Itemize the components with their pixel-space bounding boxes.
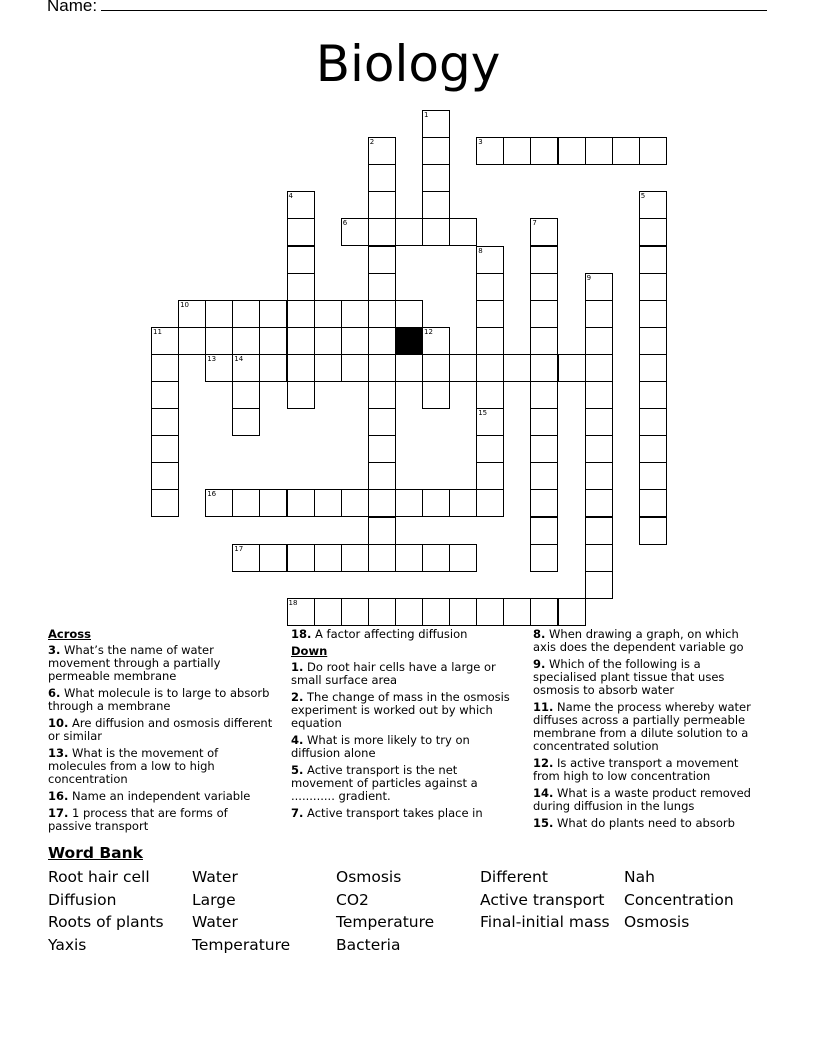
crossword-cell[interactable] [530, 544, 558, 572]
crossword-cell[interactable] [287, 354, 315, 382]
clue-down-9: 9. Which of the following is a specialised plant tissue that uses osmosis to absorb water [533, 657, 725, 697]
crossword-cell[interactable] [368, 381, 396, 409]
clue-number-4: 4 [288, 192, 293, 201]
clue-across-16: 16. Name an independent variable [48, 789, 251, 803]
clue-across-18: 18. A factor affecting diffusion [291, 627, 468, 641]
clue-number-2: 2 [369, 138, 375, 147]
crossword-cell[interactable] [368, 544, 396, 572]
word-bank-item: Roots of plants [48, 913, 164, 932]
clue-number-1: 1 [424, 111, 429, 119]
clue-number-16: 16 [207, 490, 217, 499]
crossword-cell[interactable] [368, 598, 396, 626]
crossword-cell[interactable] [530, 489, 558, 517]
clue-number-7: 7 [532, 219, 537, 228]
clue-across-13: 13. What is the movement of molecules from a low to high concentration [48, 746, 219, 786]
crossword-cell[interactable] [368, 354, 396, 382]
crossword-cell[interactable] [585, 571, 613, 599]
clues-column-3 [533, 628, 765, 834]
word-bank-item: Osmosis [624, 913, 690, 932]
crossword-cell[interactable] [368, 246, 396, 274]
word-bank-item: Large [192, 890, 236, 909]
clue-number-6: 6 [342, 219, 348, 228]
crossword-cell[interactable] [585, 489, 613, 517]
name-label: Name: [47, 0, 98, 15]
word-bank-item: Nah [624, 868, 655, 886]
crossword-cell[interactable] [639, 218, 667, 246]
crossword-cell[interactable] [314, 598, 342, 626]
crossword-cell[interactable] [585, 435, 613, 463]
crossword-cell[interactable] [530, 300, 558, 328]
word-bank-item: Water [192, 913, 238, 932]
crossword-cell[interactable] [287, 218, 315, 246]
crossword-cell[interactable] [287, 300, 315, 328]
clue-number-15: 15 [478, 409, 488, 418]
crossword-cell[interactable] [639, 517, 667, 545]
clue-number-9: 9 [586, 273, 592, 282]
crossword-cell[interactable] [585, 381, 613, 409]
word-bank-item: Water [192, 868, 238, 886]
crossword-cell[interactable] [449, 544, 477, 572]
crossword-cell[interactable] [314, 327, 342, 355]
word-bank-item: Diffusion [48, 890, 117, 909]
crossword-cell[interactable] [314, 354, 342, 382]
clue-down-4: 4. What is more likely to try on diffusion alone [291, 733, 470, 760]
crossword-cell[interactable] [178, 327, 206, 355]
clues-column-1 [48, 628, 273, 837]
crossword-cell[interactable] [639, 381, 667, 409]
down-heading: Down [291, 644, 328, 658]
word-bank-item: Concentration [624, 890, 734, 909]
crossword-cell[interactable] [530, 435, 558, 463]
crossword-cell[interactable] [259, 300, 287, 328]
crossword-cell[interactable] [639, 408, 667, 436]
crossword-cell[interactable] [476, 300, 504, 328]
crossword-cell[interactable] [530, 381, 558, 409]
crossword-cell[interactable] [530, 246, 558, 274]
crossword-cell[interactable] [395, 218, 423, 246]
crossword-cell[interactable] [639, 273, 667, 301]
word-bank-item: Active transport [480, 890, 605, 909]
crossword-cell[interactable] [151, 381, 179, 409]
crossword-cell[interactable] [151, 408, 179, 436]
crossword-cell[interactable] [530, 327, 558, 355]
crossword-cell[interactable] [476, 462, 504, 490]
crossword-cell[interactable] [232, 327, 260, 355]
crossword-cell[interactable] [151, 489, 179, 517]
crossword-cell[interactable] [476, 598, 504, 626]
crossword-cell[interactable] [287, 544, 315, 572]
across-heading: Across [48, 627, 91, 641]
crossword-cell[interactable] [395, 354, 423, 382]
clue-down-1: 1. Do root hair cells have a large or small surface area [291, 660, 496, 687]
clue-number-12: 12 [424, 327, 433, 336]
clue-down-12: 12. Is active transport a movement from high to low concentration [533, 756, 739, 783]
crossword-cell[interactable] [395, 300, 423, 328]
crossword-cell[interactable] [368, 462, 396, 490]
crossword-cell[interactable] [395, 489, 423, 517]
crossword-cell[interactable] [476, 435, 504, 463]
crossword-cell[interactable] [259, 489, 287, 517]
word-bank-item: Root hair cell [48, 868, 150, 886]
word-bank [48, 866, 768, 957]
crossword-cell[interactable] [151, 354, 179, 382]
word-bank-item: Temperature [192, 936, 291, 955]
crossword-cell[interactable] [639, 489, 667, 517]
crossword-cell[interactable] [287, 489, 315, 517]
crossword-cell[interactable] [422, 381, 450, 409]
crossword-cell[interactable] [612, 137, 640, 165]
clue-down-14: 14. What is a waste product removed during diffusion in the lungs [533, 786, 751, 813]
crossword-cell[interactable] [368, 164, 396, 192]
word-bank-item: Yaxis [48, 936, 87, 955]
crossword-cell[interactable] [205, 300, 233, 328]
clues-column-2 [291, 628, 519, 824]
clue-number-17: 17 [234, 544, 244, 553]
crossword-cell[interactable] [558, 598, 586, 626]
crossword-cell[interactable] [449, 489, 477, 517]
word-bank-item: Final-initial mass [480, 913, 610, 932]
crossword-cell[interactable] [422, 489, 450, 517]
crossword-cell[interactable] [368, 273, 396, 301]
crossword-cell[interactable] [395, 598, 423, 626]
clue-across-17: 17. 1 process that are forms of passive transport [48, 806, 228, 833]
crossword-cell[interactable] [287, 273, 315, 301]
crossword-cell[interactable] [341, 300, 369, 328]
crossword-cell[interactable] [422, 544, 450, 572]
crossword-cell[interactable] [259, 354, 287, 382]
crossword-cell[interactable] [585, 544, 613, 572]
crossword-cell[interactable] [585, 517, 613, 545]
crossword-cell[interactable] [449, 218, 477, 246]
crossword-cell[interactable] [530, 598, 558, 626]
clue-number-10: 10 [180, 300, 190, 309]
crossword-cell[interactable] [503, 354, 531, 382]
clue-down-15: 15. What do plants need to absorb [533, 816, 735, 830]
crossword-cell[interactable] [259, 327, 287, 355]
crossword-cell[interactable] [530, 137, 558, 165]
clue-down-2: 2. The change of mass in the osmosis experiment is worked out by which equation [291, 690, 510, 730]
clue-down-8: 8. When drawing a graph, on which axis does the dependent variable go [533, 627, 744, 654]
crossword-cell[interactable] [341, 354, 369, 382]
crossword-cell[interactable] [639, 300, 667, 328]
clue-number-5: 5 [640, 192, 646, 201]
crossword-cell[interactable] [422, 598, 450, 626]
crossword-cell[interactable] [639, 462, 667, 490]
word-bank-item: Osmosis [336, 868, 402, 886]
crossword-cell[interactable] [530, 462, 558, 490]
crossword-cell[interactable] [205, 327, 233, 355]
crossword-cell[interactable] [232, 489, 260, 517]
crossword-cell[interactable] [449, 598, 477, 626]
crossword-cell[interactable] [287, 381, 315, 409]
crossword-cell[interactable] [503, 598, 531, 626]
crossword-cell[interactable] [558, 354, 586, 382]
page-title: Biology [315, 35, 501, 93]
crossword-cell[interactable] [314, 489, 342, 517]
clue-number-11: 11 [153, 327, 162, 336]
crossword-cell[interactable] [476, 381, 504, 409]
crossword-cell[interactable] [422, 191, 450, 219]
word-bank-item: Bacteria [336, 936, 401, 955]
clue-number-8: 8 [478, 246, 483, 255]
crossword-cell[interactable] [476, 273, 504, 301]
word-bank-title: Word Bank [48, 844, 143, 862]
crossword-cell[interactable] [341, 489, 369, 517]
crossword-cell[interactable] [232, 408, 260, 436]
crossword-cell[interactable] [422, 218, 450, 246]
crossword-cell[interactable] [476, 489, 504, 517]
crossword-cell[interactable] [151, 462, 179, 490]
crossword-cell[interactable] [530, 273, 558, 301]
clue-across-10: 10. Are diffusion and osmosis different or similar [48, 716, 273, 743]
clue-number-18: 18 [288, 598, 298, 607]
crossword-cell[interactable] [585, 408, 613, 436]
crossword-cell[interactable] [585, 354, 613, 382]
crossword-cell[interactable] [287, 327, 315, 355]
crossword-cell[interactable] [503, 137, 531, 165]
crossword-cell[interactable] [639, 354, 667, 382]
crossword-cell[interactable] [530, 408, 558, 436]
crossword-cell[interactable] [341, 598, 369, 626]
crossword-cell[interactable] [341, 544, 369, 572]
crossword-cell[interactable] [368, 218, 396, 246]
crossword-cell[interactable] [558, 137, 586, 165]
crossword-cell[interactable] [368, 300, 396, 328]
word-bank-item: CO2 [336, 890, 369, 909]
crossword-cell[interactable] [639, 435, 667, 463]
crossword-cell[interactable] [368, 191, 396, 219]
crossword-cell[interactable] [341, 327, 369, 355]
crossword-cell[interactable] [530, 517, 558, 545]
crossword-cell[interactable] [287, 246, 315, 274]
crossword-cell[interactable] [314, 544, 342, 572]
clue-number-14: 14 [234, 354, 244, 363]
crossword-cell[interactable] [585, 137, 613, 165]
crossword-cell[interactable] [314, 300, 342, 328]
crossword-cell[interactable] [449, 354, 477, 382]
clue-down-7: 7. Active transport takes place in [291, 806, 483, 820]
crossword-cell[interactable] [368, 517, 396, 545]
clue-down-5: 5. Active transport is the net movement of particles against a ............ gradient. [291, 763, 478, 803]
word-bank-item: Different [480, 868, 548, 886]
crossword-cell[interactable] [585, 327, 613, 355]
crossword-cell[interactable] [639, 327, 667, 355]
crossword-cell[interactable] [259, 544, 287, 572]
crossword-cell[interactable] [585, 462, 613, 490]
clue-number-3: 3 [478, 138, 483, 147]
clue-across-6: 6. What molecule is to large to absorb through a membrane [48, 686, 270, 713]
crossword-cell[interactable] [368, 435, 396, 463]
clue-down-11: 11. Name the process whereby water diffuses across a partially permeable membrane from a dilute solution to a concentrated solution [533, 700, 751, 753]
crossword-cell[interactable] [232, 381, 260, 409]
crossword-cell[interactable] [585, 300, 613, 328]
crossword-black-cell [395, 327, 423, 355]
crossword-cell[interactable] [422, 164, 450, 192]
crossword-cell[interactable] [476, 354, 504, 382]
word-bank-item: Temperature [336, 913, 435, 932]
clue-number-13: 13 [207, 354, 217, 363]
crossword-cell[interactable] [530, 354, 558, 382]
clue-across-3: 3. What’s the name of water movement through a partially permeable membrane [48, 643, 221, 683]
crossword-cell[interactable] [368, 327, 396, 355]
crossword-cell[interactable] [368, 489, 396, 517]
crossword-cell[interactable] [151, 435, 179, 463]
crossword-cell[interactable] [476, 327, 504, 355]
crossword-cell[interactable] [368, 408, 396, 436]
crossword-cell[interactable] [232, 300, 260, 328]
crossword-cell[interactable] [639, 246, 667, 274]
crossword-cell[interactable] [395, 544, 423, 572]
crossword-cell[interactable] [639, 137, 667, 165]
crossword-cell[interactable] [422, 354, 450, 382]
crossword-cell[interactable] [422, 137, 450, 165]
